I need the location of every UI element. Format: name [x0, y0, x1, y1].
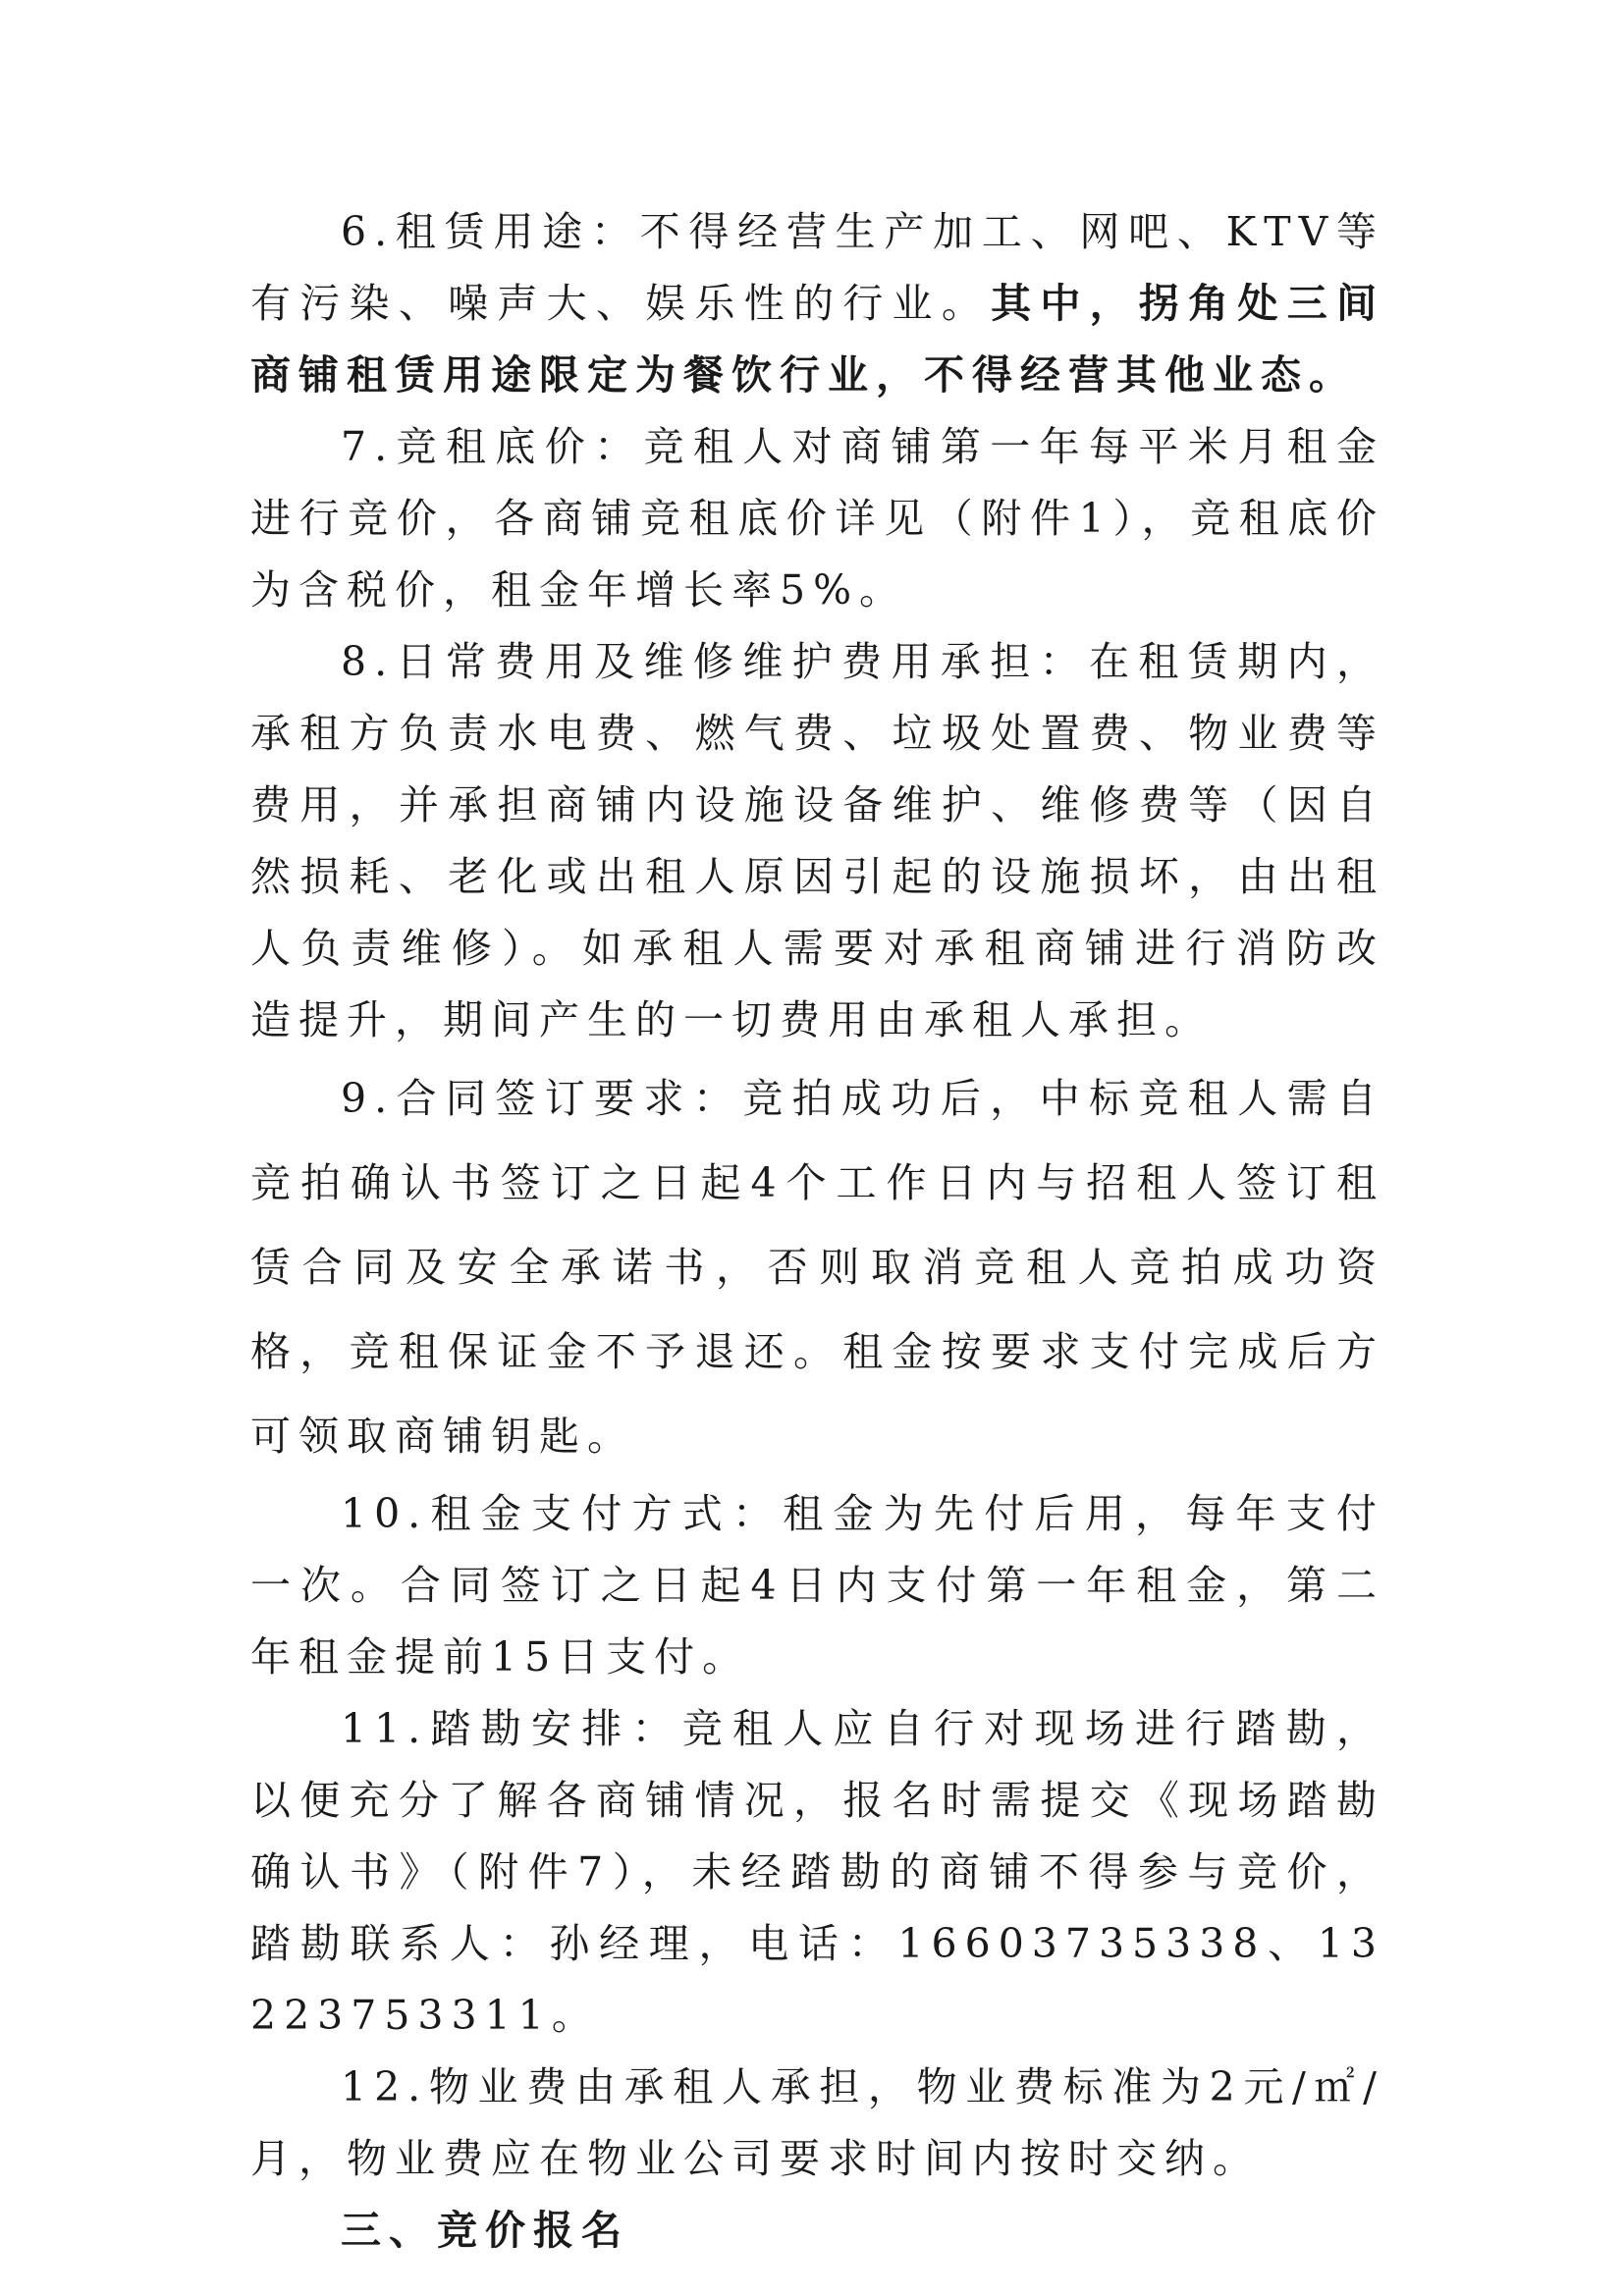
clause-8: 8.日常费用及维修维护费用承担：在租赁期内，承租方负责水电费、燃气费、垃圾处置费、物业费等费用，并承担商铺内设施设备维护、维修费等（因自然损耗、老化或出租人原因引起的设施损坏，由出租人负责维修）。如承租人需要对承租商铺进行消防改造提升，期间产生的一切费用由承租人承担。: [250, 638, 1384, 1043]
clause-7: 7.竞租底价：竞租人对商铺第一年每平米月租金进行竞价，各商铺竞租底价详见（附件1），竞租底价为含税价，租金年增长率5%。: [250, 423, 1384, 614]
clause-11: 11.踏勘安排：竞租人应自行对现场进行踏勘，以便充分了解各商铺情况，报名时需提交《现场踏勘确认书》（附件7），未经踏勘的商铺不得参与竞价，踏勘联系人：孙经理，电话：16603735338、13223753311。: [250, 1705, 1384, 2039]
clause-6: [250, 196, 1384, 411]
section-heading: 三、竞价报名: [341, 2207, 629, 2254]
clause-6-bold-text: 其中，拐角处三间商铺租赁用途限定为餐饮行业，不得经营其他业态。: [250, 280, 1385, 399]
clause-6-text: 6.租赁用途：不得经营生产加工、网吧、KTV等有污染、噪声大、娱乐性的行业。: [250, 208, 1384, 327]
clause-10: 10.租金支付方式：租金为先付后用，每年支付一次。合同签订之日起4日内支付第一年租金，第二年租金提前15日支付。: [250, 1490, 1384, 1681]
document-page: [250, 196, 1384, 2267]
clause-9: 9.合同签订要求：竞拍成功后，中标竞租人需自竞拍确认书签订之日起4个工作日内与招租人签订租赁合同及安全承诺书，否则取消竞租人竞拍成功资格，竞租保证金不予退还。租金按要求支付完成后方可领取商铺钥匙。: [250, 1075, 1384, 1460]
clause-12: 12.物业费由承租人承担，物业费标准为2元/㎡/月，物业费应在物业公司要求时间内按时交纳。: [250, 2063, 1384, 2182]
